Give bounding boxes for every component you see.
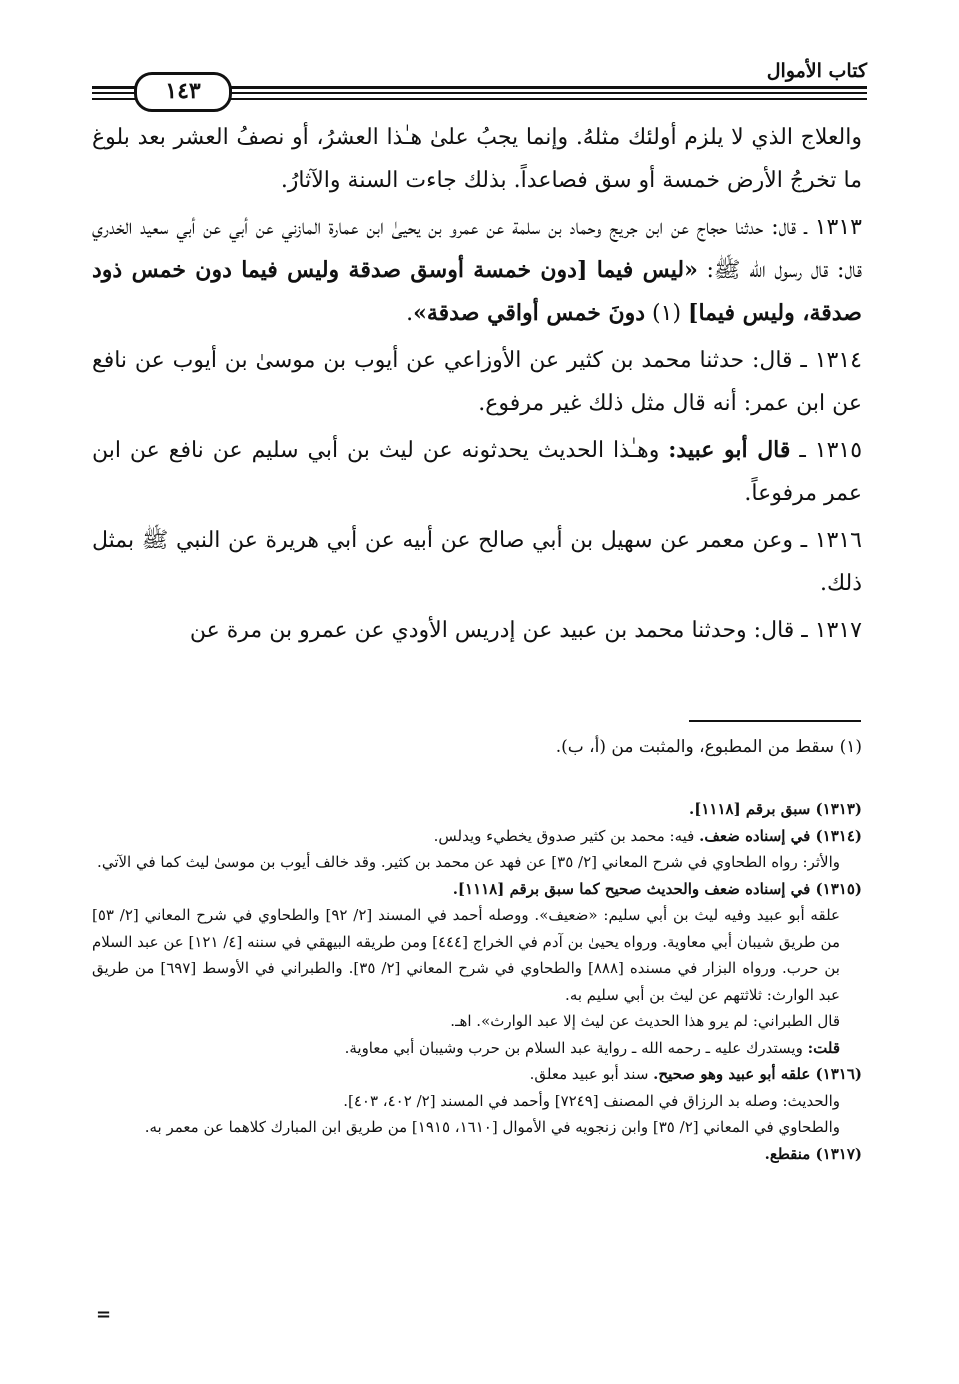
takhrij-entry: (١٣١٤) في إسناده ضعف. فيه: محمد بن كثير صدوق يخطيء ويدلس. bbox=[433, 826, 862, 845]
footnote-ref: (١) bbox=[645, 301, 689, 326]
hadith-1313: ١٣١٣ ـ قال: حدثنا حجاج عن ابن جريج وحماد بن سلمة عن عمرو بن يحيىٰ ابن عمارة المازني عن أبي عن أبي سعيد الخدري قال: قال رسول الله ﷺ: «ليس فيما [دون خمسة أوسق صدقة وليس فيما دون خمس ذود صدقة، وليس فيما] (١) دونَ خمس أواقي صدقة». bbox=[92, 215, 862, 326]
takhrij-note: والحديث: وصله بد الرزاق في المصنف [٧٢٤٩] وأحمد في المسند [٢/ ٤٠٢، ٤٠٣]. bbox=[343, 1091, 840, 1110]
takhrij-note: قال الطبراني: لم يرو هذا الحديث عن ليث إلا عبد الوارث». اهـ. bbox=[450, 1012, 840, 1030]
takhrij-note: قلت: ويستدرك عليه ـ رحمه الله ـ رواية عبد السلام بن حرب وشيبان أبي معاوية. bbox=[344, 1038, 840, 1057]
paragraph: والعلاج الذي لا يلزم أولئك مثلهُ. وإنما يجبُ علىٰ هـٰذا العشرُ، أو نصفُ العشر بعد بلوغ ما تخرجُ الأرض خمسة أو سق فصاعداً. بذلك جاءت السنة والآثارُ. bbox=[92, 125, 862, 193]
takhrij-note: والأثر: رواه الطحاوي في شرح المعاني [٢/ ٣٥] عن فهد عن محمد بن كثير. وقد خالف أيوب بن موسىٰ ليث كما في الآتي. bbox=[97, 853, 840, 871]
hadith-text: «ليس فيما [دون خمسة أوسق صدقة وليس فيما دون خمس ذود صدقة، وليس فيما] bbox=[92, 257, 862, 326]
hadith-text: دونَ خمس أواقي صدقة» bbox=[413, 300, 646, 326]
hadith-1314: ١٣١٤ ـ قال: حدثنا محمد بن كثير عن الأوزاعي عن أيوب بن موسىٰ بن أيوب عن نافع عن ابن عمر: أنه قال مثل ذلك غير مرفوع. bbox=[92, 348, 862, 416]
hadith-1316: ١٣١٦ ـ وعن معمر عن سهيل بن أبي صالح عن أبيه عن أبي هريرة عن النبي ﷺ بمثل ذلك. bbox=[92, 528, 862, 596]
hadith-1317: ١٣١٧ ـ قال: وحدثنا محمد بن عبيد عن إدريس الأودي عن عمرو بن مرة عن bbox=[189, 618, 862, 643]
book-title: كتاب الأموال bbox=[757, 58, 867, 84]
takhrij-section bbox=[92, 796, 862, 1167]
main-text bbox=[92, 116, 862, 656]
page-number: ١٤٣ bbox=[134, 72, 232, 112]
takhrij-entry: (١٣١٣) سبق برقم [١١١٨]. bbox=[689, 800, 862, 818]
takhrij-entry: (١٣١٦) علقه أبو عبيد وهو صحيح. سند أبو عبيد معلق. bbox=[529, 1065, 862, 1083]
footnote: (١) سقط من المطبوع، والمثبت من (أ، ب). bbox=[555, 737, 862, 757]
footnote-separator bbox=[689, 720, 861, 722]
speaker-label: قال أبو عبيد: bbox=[668, 437, 791, 463]
page-header bbox=[92, 58, 867, 108]
takhrij-entry: (١٣١٥) في إسناده ضعف والحديث صحيح كما سبق برقم [١١١٨]. bbox=[452, 879, 862, 898]
takhrij-entry: (١٣١٧) منقطع. bbox=[764, 1144, 862, 1163]
takhrij-note: والطحاوي في المعاني [٢/ ٣٥] وابن زنجويه في الأموال [١٦١٠، ١٩١٥] من طريق ابن المبارك كلاهما عن معمر به. bbox=[144, 1118, 840, 1136]
continuation-mark: = bbox=[96, 1304, 112, 1325]
takhrij-note: علقه أبو عبيد وفيه ليث بن أبي سليم: «ضعيف». ووصله أحمد في المسند [٢/ ٩٢] والطحاوي في شرح المعاني [٢/ ٥٣] من طريق شيبان أبي معاوية. ورواه يحيىٰ بن آدم في الخراج [٤٤٤] ومن طريقه البيهقي في سننه [٤/ ١٢١] عن عبد السلام بن حرب. ورواه البزار في مسنده [٨٨٨] والطحاوي في شرح المعاني [٢/ ٣٥]. والطبراني في الأوسط [٦٩٧] من طريق عبد الوارث: ثلاثتهم عن ليث بن أبي سليم به. bbox=[92, 906, 840, 1004]
hadith-1315: ١٣١٥ ـ قال أبو عبيد: وهـٰذا الحديث يحدثونه عن ليث بن أبي سليم عن نافع عن ابن عمر مرفوعاً. bbox=[92, 437, 863, 506]
